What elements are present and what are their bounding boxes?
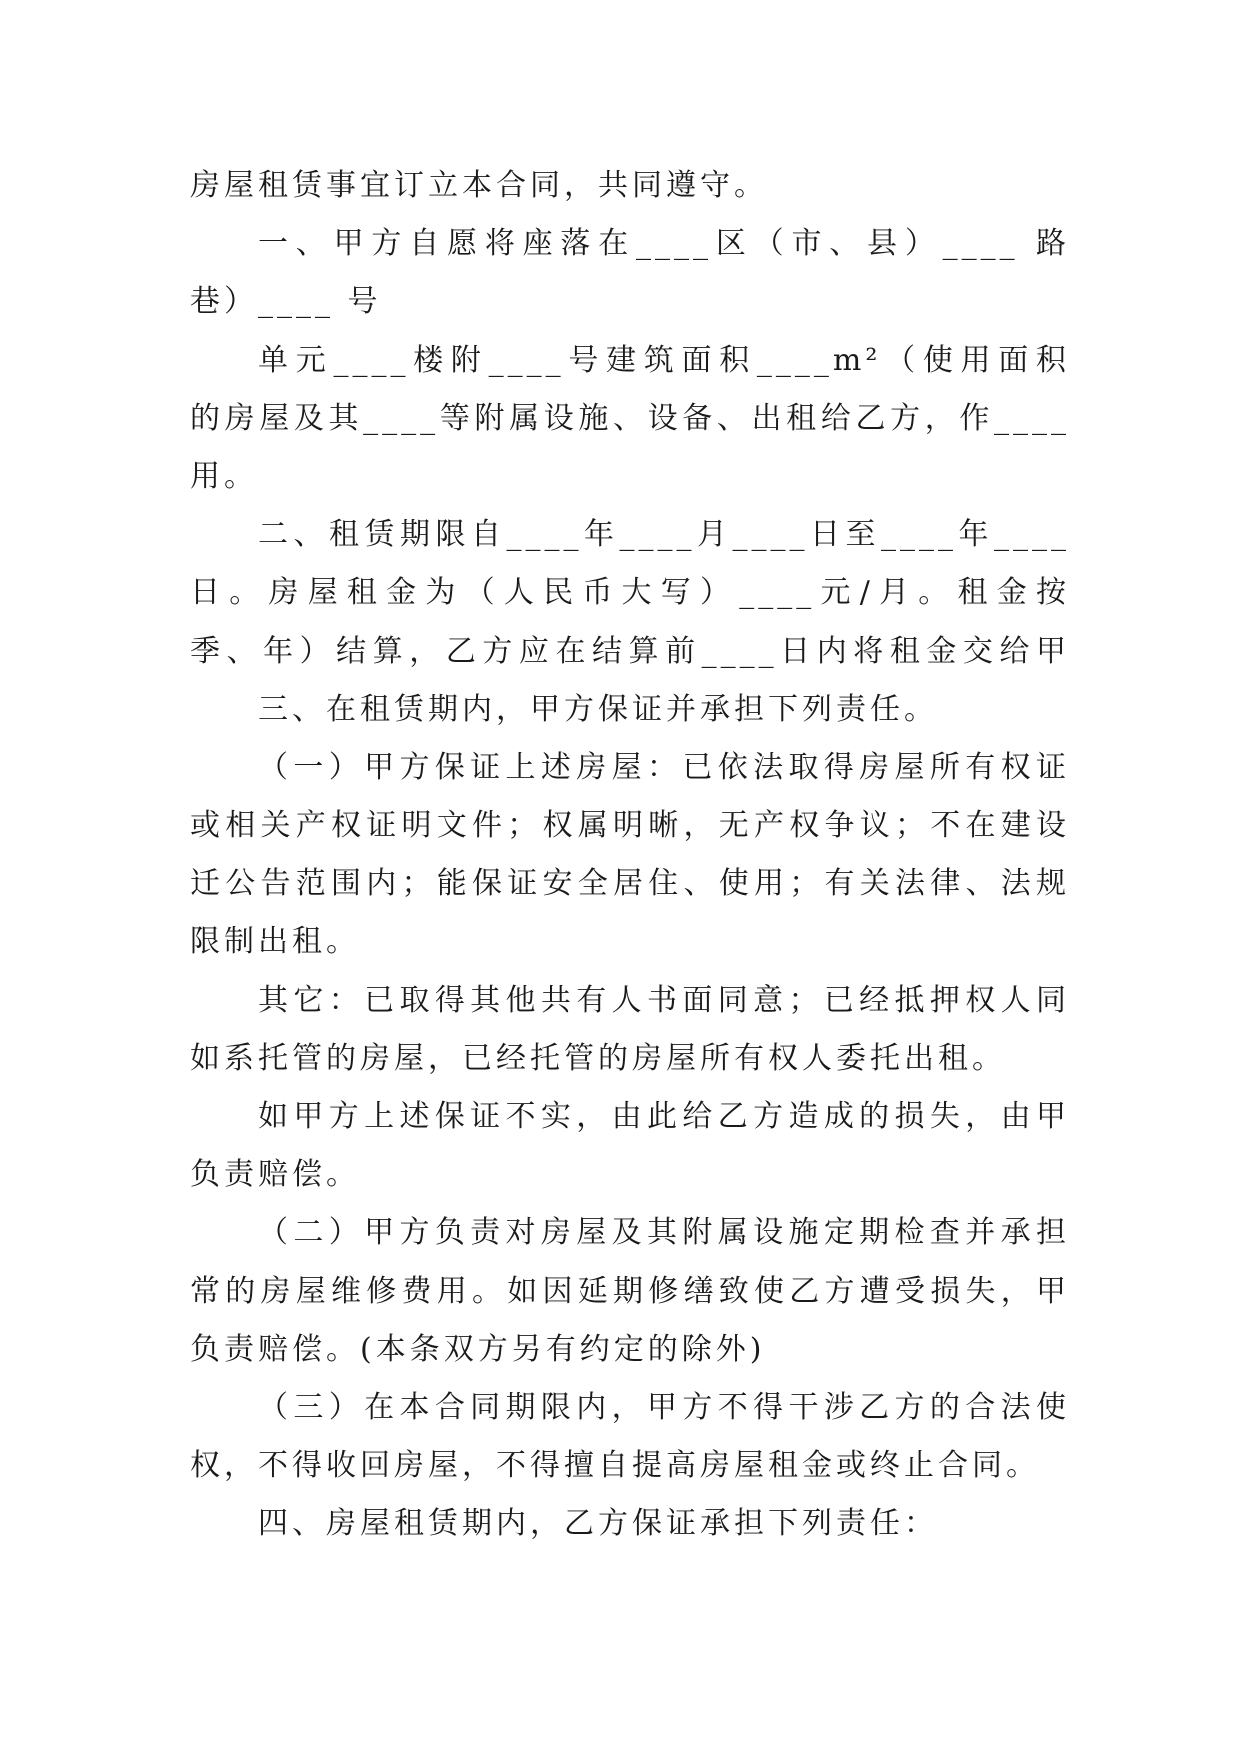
text-line: 四、房屋租赁期内，乙方保证承担下列责任：	[258, 1506, 938, 1542]
text-line: 权，不得收回房屋，不得擅自提高房屋租金或终止合同。	[190, 1448, 1040, 1484]
text-line: 负责赔偿。(本条双方另有约定的除外)	[190, 1331, 766, 1367]
text-line: 如系托管的房屋，已经托管的房屋所有权人委托出租。	[190, 1040, 1006, 1076]
text-line: 迁公告范围内；能保证安全居住、使用；有关法律、法规	[190, 866, 1070, 902]
text-line: （二）甲方负责对房屋及其附属设施定期检查并承担	[258, 1215, 1070, 1251]
text-line: 日。房屋租金为（人民币大写）____元/月。租金按	[190, 575, 1070, 611]
text-line: 限制出租。	[190, 924, 360, 960]
text-line: 常的房屋维修费用。如因延期修缮致使乙方遭受损失，甲	[190, 1273, 1070, 1309]
text-line: 单元____楼附____号建筑面积____m²（使用面积	[258, 342, 1070, 378]
text-line: 其它：已取得其他共有人书面同意；已经抵押权人同	[258, 982, 1070, 1018]
text-line: （一）甲方保证上述房屋：已依法取得房屋所有权证	[258, 749, 1070, 785]
text-line: 一、甲方自愿将座落在____区（市、县）____ 路	[258, 226, 1070, 262]
text-line: 巷）____ 号	[190, 284, 382, 320]
text-line: 如甲方上述保证不实，由此给乙方造成的损失，由甲	[258, 1099, 1070, 1134]
text-line: 负责赔偿。	[190, 1157, 360, 1193]
text-line: （三）在本合同期限内，甲方不得干涉乙方的合法使	[258, 1389, 1070, 1425]
contract-body-text	[190, 157, 1070, 1554]
text-line: 二、租赁期限自____年____月____日至____年____	[258, 517, 1070, 553]
text-line: 季、年）结算，乙方应在结算前____日内将租金交给甲	[190, 633, 1070, 669]
text-line: 或相关产权证明文件；权属明晰，无产权争议；不在建设	[190, 808, 1070, 844]
text-line: 房屋租赁事宜订立本合同，共同遵守。	[190, 168, 768, 203]
text-line: 用。	[190, 458, 258, 494]
text-line: 的房屋及其____等附属设施、设备、出租给乙方，作____	[190, 400, 1070, 436]
text-line: 三、在租赁期内，甲方保证并承担下列责任。	[258, 691, 938, 727]
